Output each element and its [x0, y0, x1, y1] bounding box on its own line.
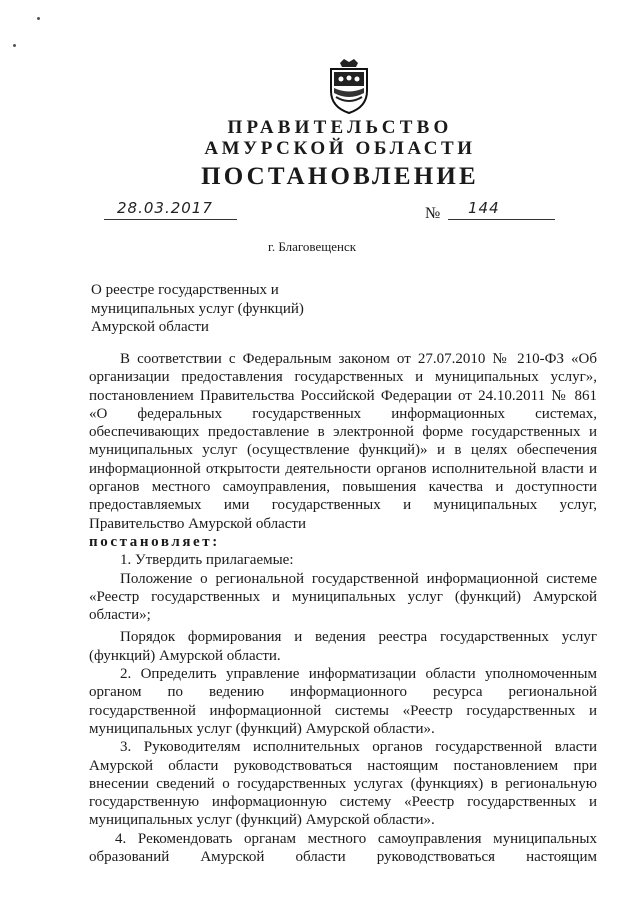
document-number: 144 [468, 199, 500, 217]
body-line: образований Амурской области руководствоваться настоящим [89, 849, 597, 866]
body-line: Положение о региональной государственной информационной системе [120, 570, 597, 587]
body-line: муниципальных услуг (функций) Амурской области». [89, 720, 435, 737]
body-line: государственную информационную систему «Реестр государственных и [89, 794, 597, 811]
body-line: информационной открытости деятельности органов исполнительной власти и [89, 460, 597, 477]
subject-line: О реестре государственных и [91, 282, 279, 298]
scan-speck [13, 44, 16, 47]
scan-speck [37, 17, 40, 20]
body-line: муниципальных услуг (функций) Амурской области». [89, 812, 435, 829]
body-line: Амурской области руководствоваться настоящим постановлением при [89, 757, 597, 774]
document-type: ПОСТАНОВЛЕНИЕ [201, 163, 479, 190]
body-line: организации предоставления государственных и муниципальных услуг», [89, 369, 597, 386]
body-line: предоставляемых ими государственных и муниципальных услуг, [89, 497, 597, 514]
body-line: органов местного самоуправления, повышения качества и доступности [89, 479, 597, 496]
date-underline [104, 219, 237, 220]
body-line: Правительство Амурской области [89, 515, 307, 532]
body-line: «О федеральных государственных информационных системах, [89, 405, 597, 422]
body-line: (функций) Амурской области. [89, 647, 281, 664]
government-title: ПРАВИТЕЛЬСТВО [227, 117, 453, 138]
document-subject [91, 281, 304, 337]
body-line: Порядок формирования и ведения реестра государственных услуг [120, 629, 597, 646]
coat-of-arms-icon [326, 57, 372, 115]
number-label: № [425, 205, 441, 222]
body-line: В соответствии с Федеральным законом от 27.07.2010 № 210-ФЗ «Об [120, 351, 597, 367]
clause-2: 2. Определить управление информатизации области уполномоченным [120, 666, 597, 683]
body-line: органом по ведению информационного ресурса региональной [89, 684, 597, 701]
decree-keyword: постановляет: [89, 533, 220, 550]
clause-3: 3. Руководителям исполнительных органов государственной власти [120, 739, 597, 756]
body-line: области»; [89, 607, 151, 624]
body-line: обеспечивающих предоставление в электронной форме государственных и [89, 424, 597, 441]
body-line: муниципальных услуг (осуществление функций)» и в целях обеспечения [89, 442, 597, 459]
body-line: внесении сведений о государственных услугах (функциях) в региональную [89, 775, 597, 792]
body-line: постановлением Правительства Российской Федерации от 24.10.2011 № 861 [89, 387, 597, 404]
region-title: АМУРСКОЙ ОБЛАСТИ [204, 138, 476, 159]
subject-line: Амурской области [91, 319, 209, 335]
document-body [89, 350, 597, 866]
body-line: государственной информационной системы «Реестр государственных и [89, 702, 597, 719]
document-date: 28.03.2017 [117, 199, 213, 217]
city-name: г. Благовещенск [268, 239, 357, 254]
subject-line: муниципальных услуг (функций) [91, 300, 304, 317]
clause-4: 4. Рекомендовать органам местного самоуправления муниципальных [115, 830, 597, 847]
clause-1-heading: 1. Утвердить прилагаемые: [120, 552, 294, 569]
number-underline [448, 219, 555, 220]
body-line: «Реестр государственных и муниципальных услуг (функций) Амурской [89, 588, 597, 605]
